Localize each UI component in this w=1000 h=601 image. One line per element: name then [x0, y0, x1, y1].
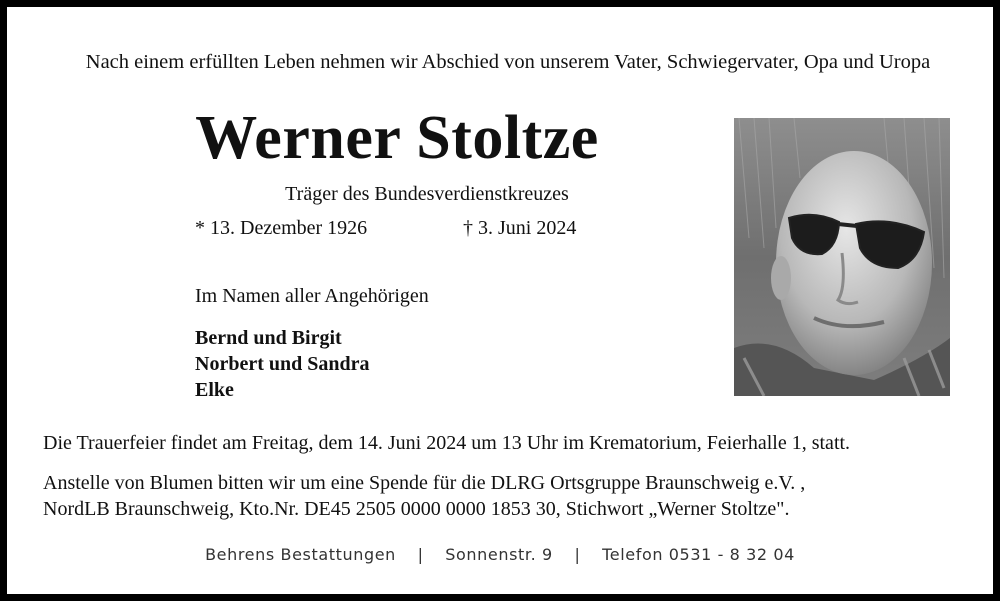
honor-text: Träger des Bundesverdienstkreuzes [285, 183, 569, 205]
portrait-photo-icon [734, 118, 950, 396]
funeral-home-address: Sonnenstr. 9 [445, 545, 553, 564]
deceased-name: Werner Stoltze [195, 104, 599, 172]
birth-date: * 13. Dezember 1926 [195, 217, 368, 239]
donation-line: NordLB Braunschweig, Kto.Nr. DE45 2505 0000 0000 1853 30, Stichwort „Werner Stoltze". [43, 498, 790, 520]
family-member: Bernd und Birgit [195, 327, 342, 349]
funeral-home-phone: Telefon 0531 - 8 32 04 [602, 545, 795, 564]
separator: | [417, 545, 424, 564]
donation-line: Anstelle von Blumen bitten wir um eine Spende für die DLRG Ortsgruppe Braunschweig e.V. , [43, 472, 806, 494]
intro-text: Nach einem erfüllten Leben nehmen wir Abschied von unserem Vater, Schwiegervater, Opa und Uropa [85, 51, 931, 73]
on-behalf-text: Im Namen aller Angehörigen [195, 285, 429, 307]
funeral-service-text: Die Trauerfeier findet am Freitag, dem 14. Juni 2024 um 13 Uhr im Krematorium, Feierhalle 1, statt. [43, 432, 851, 454]
family-member: Norbert und Sandra [195, 353, 370, 375]
portrait-photo [734, 118, 950, 396]
family-member: Elke [195, 379, 234, 401]
funeral-home-footer [7, 545, 993, 564]
donation-text [43, 470, 805, 522]
separator: | [574, 545, 581, 564]
family-list [195, 325, 369, 403]
funeral-home-name: Behrens Bestattungen [205, 545, 396, 564]
death-date: † 3. Juni 2024 [463, 217, 577, 239]
